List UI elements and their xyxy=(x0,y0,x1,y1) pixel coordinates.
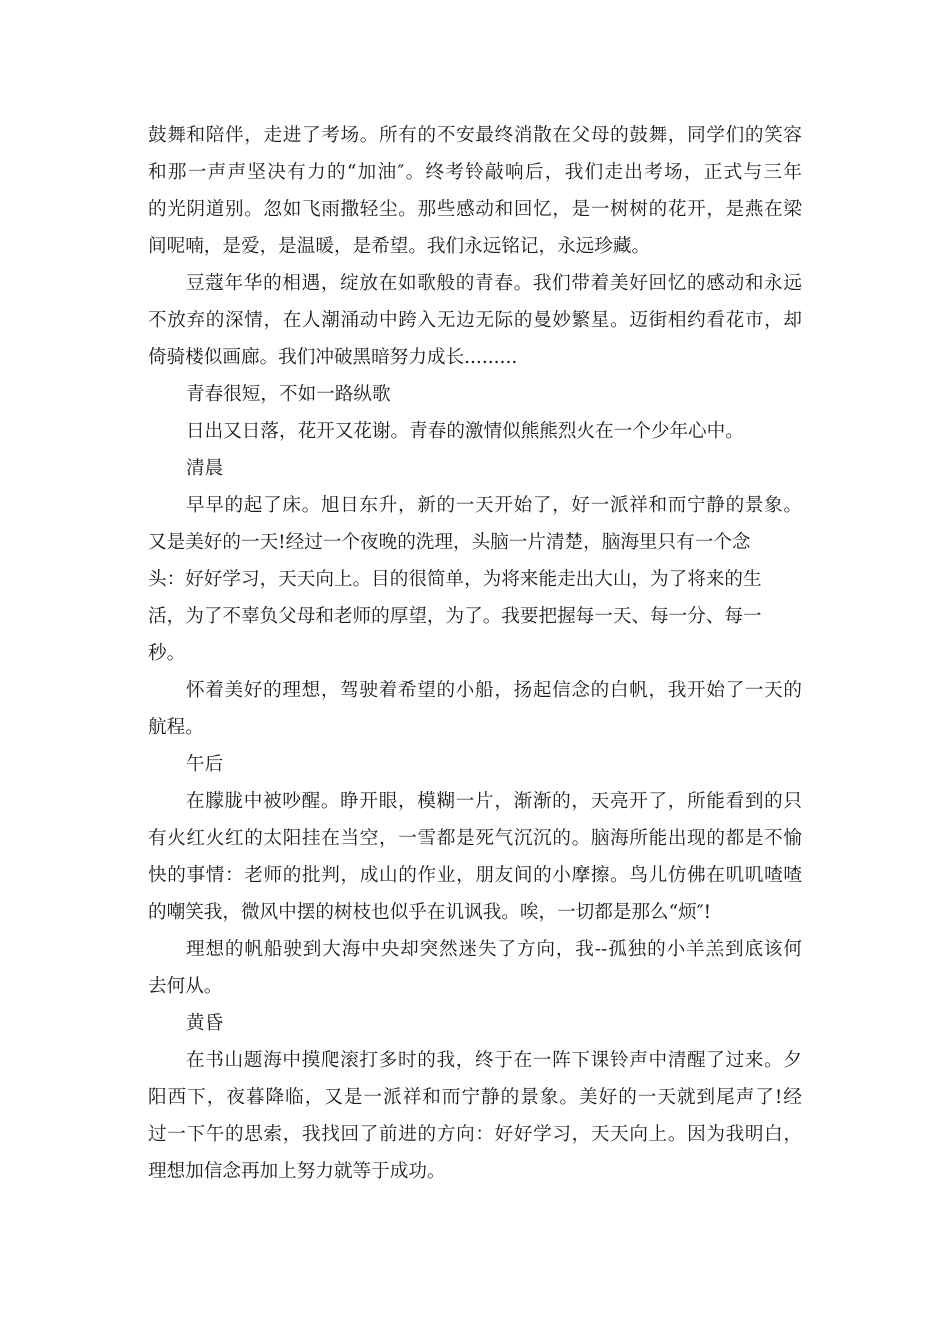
text-line: 豆蔻年华的相遇，绽放在如歌般的青春。我们带着美好回忆的感动和永远 xyxy=(186,273,802,294)
text-line: 午后 xyxy=(186,754,224,775)
text-line: 早早的起了床。旭日东升，新的一天开始了，好一派祥和而宁静的景象。 xyxy=(186,495,802,516)
text-line: 的嘲笑我，微风中摆的树枝也似乎在讥讽我。唉，一切都是那么“烦″! xyxy=(148,902,712,923)
text-line: 黄昏 xyxy=(186,1013,224,1034)
text-line: 间呢喃，是爱，是温暖，是希望。我们永远铭记，永远珍藏。 xyxy=(148,236,651,257)
text-line: 清晨 xyxy=(186,458,224,479)
text-line: 活，为了不辜负父母和老师的厚望，为了。我要把握每一天、每一分、每一 xyxy=(148,606,762,627)
text-line: 倚骑楼似画廊。我们冲破黑暗努力成长......... xyxy=(148,347,518,368)
text-line: 和那一声声坚决有力的“加油″。终考铃敲响后，我们走出考场，正式与三年 xyxy=(148,162,802,183)
text-line: 理想的帆船驶到大海中央却突然迷失了方向，我--孤独的小羊羔到底该何 xyxy=(186,939,802,960)
text-line: 阳西下，夜暮降临，又是一派祥和而宁静的景象。美好的一天就到尾声了!经 xyxy=(148,1087,802,1108)
text-line: 鼓舞和陪伴，走进了考场。所有的不安最终消散在父母的鼓舞，同学们的笑容 xyxy=(148,125,802,146)
text-line: 去何从。 xyxy=(148,976,223,997)
text-line: 过一下午的思索，我找回了前进的方向：好好学习，天天向上。因为我明白， xyxy=(148,1124,802,1145)
text-line: 日出又日落，花开又花谢。青春的激情似熊熊烈火在一个少年心中。 xyxy=(186,421,744,442)
text-line: 有火红火红的太阳挂在当空，一雪都是死气沉沉的。脑海所能出现的都是不愉 xyxy=(148,828,802,849)
text-line: 在书山题海中摸爬滚打多时的我，终于在一阵下课铃声中清醒了过来。夕 xyxy=(186,1050,802,1071)
text-line: 又是美好的一天!经过一个夜晚的洗理，头脑一片清楚，脑海里只有一个念 xyxy=(148,532,751,553)
text-line: 不放弃的深情，在人潮涌动中跨入无边无际的曼妙繁星。迈街相约看花市，却 xyxy=(148,310,802,331)
text-line: 怀着美好的理想，驾驶着希望的小船，扬起信念的白帆，我开始了一天的 xyxy=(186,680,802,701)
text-line: 头：好好学习，天天向上。目的很简单，为将来能走出大山，为了将来的生 xyxy=(148,569,762,590)
text-line: 快的事情：老师的批判，成山的作业，朋友间的小摩擦。鸟儿仿佛在叽叽喳喳 xyxy=(148,865,802,886)
text-line: 在朦胧中被吵醒。睁开眼，模糊一片，渐渐的，天亮开了，所能看到的只 xyxy=(186,791,802,812)
document-body xyxy=(148,117,802,1190)
text-line: 理想加信念再加上努力就等于成功。 xyxy=(148,1161,446,1182)
text-line: 的光阴道别。忽如飞雨撒轻尘。那些感动和回忆，是一树树的花开，是燕在梁 xyxy=(148,199,802,220)
text-line: 秒。 xyxy=(148,643,186,664)
text-line: 航程。 xyxy=(148,717,204,738)
text-line: 青春很短，不如一路纵歌 xyxy=(186,384,391,405)
